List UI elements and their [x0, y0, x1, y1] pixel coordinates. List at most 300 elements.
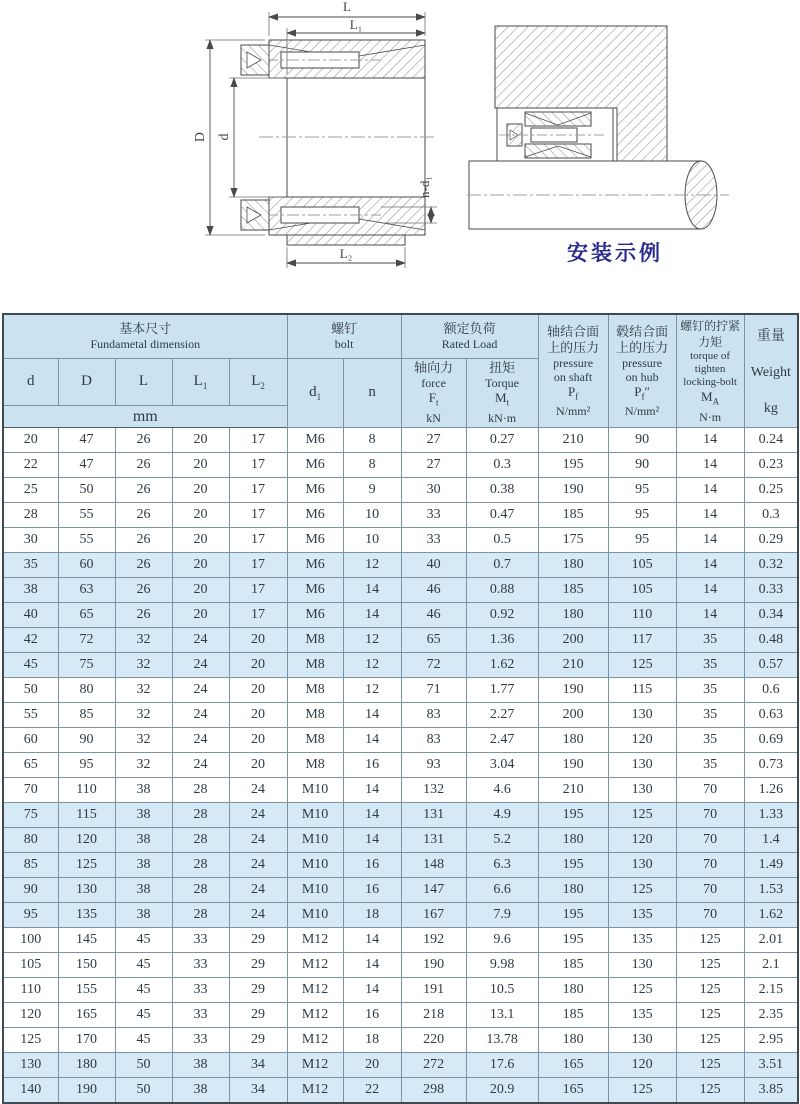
- table-body: [3, 428, 798, 1103]
- cell-L: 50: [115, 1078, 172, 1103]
- cell-d: 28: [3, 503, 58, 528]
- cell-p_shaft: 195: [538, 853, 608, 878]
- cell-ma: 70: [676, 778, 744, 803]
- cell-L2: 17: [229, 428, 287, 453]
- cell-n: 16: [343, 878, 401, 903]
- cell-D: 110: [58, 778, 115, 803]
- cell-force: 191: [401, 978, 466, 1003]
- cell-p_hub: 125: [608, 878, 676, 903]
- cell-n: 12: [343, 553, 401, 578]
- cell-d1: M12: [287, 953, 343, 978]
- cell-L: 32: [115, 728, 172, 753]
- cell-L1: 20: [172, 578, 229, 603]
- cell-d: 20: [3, 428, 58, 453]
- cell-p_hub: 95: [608, 503, 676, 528]
- cell-d: 65: [3, 753, 58, 778]
- cell-L2: 20: [229, 703, 287, 728]
- table-row: [3, 778, 798, 803]
- cell-n: 10: [343, 503, 401, 528]
- cell-ma: 125: [676, 1003, 744, 1028]
- cell-d: 25: [3, 478, 58, 503]
- cell-L: 26: [115, 478, 172, 503]
- cell-p_shaft: 210: [538, 778, 608, 803]
- table-row: [3, 903, 798, 928]
- cell-weight: 0.69: [744, 728, 798, 753]
- cell-d: 38: [3, 578, 58, 603]
- header-basic-cn: 基本尺寸: [119, 321, 172, 337]
- cell-ma: 70: [676, 803, 744, 828]
- cell-torque: 10.5: [466, 978, 538, 1003]
- cell-force: 40: [401, 553, 466, 578]
- cell-L1: 24: [172, 728, 229, 753]
- cell-torque: 0.3: [466, 453, 538, 478]
- cell-p_hub: 130: [608, 778, 676, 803]
- cell-d: 75: [3, 803, 58, 828]
- cell-D: 60: [58, 553, 115, 578]
- cell-L1: 20: [172, 553, 229, 578]
- cell-weight: 0.48: [744, 628, 798, 653]
- force-symbol: $F_t$: [428, 390, 439, 409]
- table-row: [3, 1003, 798, 1028]
- table-row: [3, 728, 798, 753]
- cell-D: 145: [58, 928, 115, 953]
- cell-d1: M12: [287, 1003, 343, 1028]
- cell-weight: 1.49: [744, 853, 798, 878]
- cell-d1: M12: [287, 1053, 343, 1078]
- cell-d: 140: [3, 1078, 58, 1103]
- cell-L2: 20: [229, 728, 287, 753]
- cell-L1: 24: [172, 653, 229, 678]
- cell-D: 155: [58, 978, 115, 1003]
- cell-n: 14: [343, 928, 401, 953]
- cell-weight: 3.51: [744, 1053, 798, 1078]
- cell-force: 132: [401, 778, 466, 803]
- table-row: [3, 803, 798, 828]
- cell-n: 12: [343, 628, 401, 653]
- cell-weight: 1.26: [744, 778, 798, 803]
- cell-weight: 2.1: [744, 953, 798, 978]
- cell-ma: 14: [676, 578, 744, 603]
- cell-d: 125: [3, 1028, 58, 1053]
- cell-n: 20: [343, 1053, 401, 1078]
- cell-L1: 28: [172, 778, 229, 803]
- cell-ma: 125: [676, 978, 744, 1003]
- table-row: [3, 478, 798, 503]
- cell-p_shaft: 200: [538, 703, 608, 728]
- cell-p_hub: 110: [608, 603, 676, 628]
- cell-L: 32: [115, 703, 172, 728]
- cell-L1: 20: [172, 478, 229, 503]
- force-en: force: [421, 376, 446, 391]
- cell-torque: 1.36: [466, 628, 538, 653]
- cell-d1: M10: [287, 878, 343, 903]
- cell-p_hub: 135: [608, 903, 676, 928]
- cell-d: 50: [3, 678, 58, 703]
- cell-weight: 0.23: [744, 453, 798, 478]
- cell-p_shaft: 185: [538, 578, 608, 603]
- cell-L: 45: [115, 928, 172, 953]
- force-unit: kN: [426, 411, 441, 426]
- ma-symbol: $M_A$: [701, 389, 720, 407]
- cell-L2: 29: [229, 953, 287, 978]
- cell-p_shaft: 200: [538, 628, 608, 653]
- cell-p_hub: 130: [608, 703, 676, 728]
- cell-p_hub: 95: [608, 528, 676, 553]
- cell-force: 72: [401, 653, 466, 678]
- cell-n: 8: [343, 428, 401, 453]
- cell-torque: 0.92: [466, 603, 538, 628]
- cell-d: 130: [3, 1053, 58, 1078]
- table-row: [3, 528, 798, 553]
- cell-L2: 24: [229, 878, 287, 903]
- ma-unit: N·m: [699, 409, 722, 424]
- cell-d: 105: [3, 953, 58, 978]
- cell-L1: 38: [172, 1053, 229, 1078]
- cell-D: 150: [58, 953, 115, 978]
- cell-D: 135: [58, 903, 115, 928]
- cell-d1: M8: [287, 728, 343, 753]
- locking-assembly-section-drawing: [183, 0, 441, 273]
- cell-p_hub: 115: [608, 678, 676, 703]
- cell-ma: 14: [676, 503, 744, 528]
- cell-ma: 35: [676, 728, 744, 753]
- cell-L2: 20: [229, 753, 287, 778]
- cell-L: 26: [115, 453, 172, 478]
- cell-D: 170: [58, 1028, 115, 1053]
- weight-cn: 重量: [756, 329, 785, 344]
- cell-force: 46: [401, 603, 466, 628]
- cell-weight: 0.73: [744, 753, 798, 778]
- cell-n: 16: [343, 753, 401, 778]
- cell-d: 95: [3, 903, 58, 928]
- cell-L1: 24: [172, 753, 229, 778]
- cell-L2: 29: [229, 1003, 287, 1028]
- cell-p_hub: 130: [608, 1028, 676, 1053]
- cell-weight: 2.01: [744, 928, 798, 953]
- cell-n: 14: [343, 603, 401, 628]
- cell-force: 272: [401, 1053, 466, 1078]
- cell-L: 26: [115, 553, 172, 578]
- cell-p_hub: 120: [608, 728, 676, 753]
- cell-n: 9: [343, 478, 401, 503]
- ma-en3: locking-bolt: [683, 376, 737, 389]
- cell-D: 165: [58, 1003, 115, 1028]
- cell-torque: 9.6: [466, 928, 538, 953]
- cell-d1: M6: [287, 528, 343, 553]
- cell-L: 45: [115, 1003, 172, 1028]
- cell-p_shaft: 210: [538, 428, 608, 453]
- cell-n: 14: [343, 728, 401, 753]
- table-row: [3, 553, 798, 578]
- cell-ma: 35: [676, 628, 744, 653]
- cell-d1: M6: [287, 603, 343, 628]
- cell-n: 14: [343, 703, 401, 728]
- p-hub-symbol: $P_f''$: [634, 383, 650, 402]
- cell-D: 50: [58, 478, 115, 503]
- cell-L: 32: [115, 653, 172, 678]
- cell-torque: 0.88: [466, 578, 538, 603]
- cell-d: 110: [3, 978, 58, 1003]
- cell-L1: 20: [172, 428, 229, 453]
- dim-label-L: L: [343, 0, 351, 14]
- cell-p_shaft: 185: [538, 1003, 608, 1028]
- table-row: [3, 828, 798, 853]
- cell-n: 16: [343, 1003, 401, 1028]
- cell-weight: 0.24: [744, 428, 798, 453]
- cell-ma: 14: [676, 428, 744, 453]
- force-cn: 轴向力: [414, 360, 454, 376]
- cell-p_shaft: 180: [538, 878, 608, 903]
- cell-L2: 24: [229, 828, 287, 853]
- cell-D: 47: [58, 428, 115, 453]
- cell-force: 131: [401, 828, 466, 853]
- cell-n: 14: [343, 828, 401, 853]
- cell-ma: 35: [676, 678, 744, 703]
- cell-force: 33: [401, 503, 466, 528]
- cell-torque: 1.77: [466, 678, 538, 703]
- p-hub-cn1: 毂结合面: [616, 323, 669, 339]
- cell-L2: 24: [229, 803, 287, 828]
- cell-p_hub: 135: [608, 928, 676, 953]
- cell-D: 85: [58, 703, 115, 728]
- cell-D: 65: [58, 603, 115, 628]
- cell-L: 26: [115, 603, 172, 628]
- cell-D: 75: [58, 653, 115, 678]
- weight-unit: kg: [763, 401, 778, 416]
- cell-torque: 7.9: [466, 903, 538, 928]
- cell-p_shaft: 195: [538, 928, 608, 953]
- cell-L2: 29: [229, 928, 287, 953]
- cell-D: 190: [58, 1078, 115, 1103]
- cell-L1: 28: [172, 903, 229, 928]
- p-shaft-unit: N/mm²: [555, 404, 591, 419]
- cell-D: 72: [58, 628, 115, 653]
- cell-d: 35: [3, 553, 58, 578]
- cell-force: 71: [401, 678, 466, 703]
- cell-d1: M12: [287, 928, 343, 953]
- cell-ma: 70: [676, 878, 744, 903]
- cell-p_hub: 90: [608, 428, 676, 453]
- cell-d: 60: [3, 728, 58, 753]
- cell-L2: 34: [229, 1053, 287, 1078]
- cell-D: 95: [58, 753, 115, 778]
- cell-L2: 17: [229, 578, 287, 603]
- cell-n: 14: [343, 778, 401, 803]
- cell-n: 14: [343, 953, 401, 978]
- table-row: [3, 678, 798, 703]
- cell-force: 83: [401, 728, 466, 753]
- p-hub-en2: on hub: [625, 369, 659, 384]
- cell-L: 45: [115, 953, 172, 978]
- ma-cn1: 螺钉的拧紧: [680, 319, 741, 334]
- cell-weight: 2.15: [744, 978, 798, 1003]
- cell-torque: 17.6: [466, 1053, 538, 1078]
- cell-L: 38: [115, 878, 172, 903]
- cell-ma: 35: [676, 703, 744, 728]
- cell-p_shaft: 190: [538, 478, 608, 503]
- cell-p_shaft: 195: [538, 453, 608, 478]
- cell-weight: 0.32: [744, 553, 798, 578]
- cell-force: 46: [401, 578, 466, 603]
- cell-force: 147: [401, 878, 466, 903]
- cell-ma: 14: [676, 553, 744, 578]
- table-row: [3, 953, 798, 978]
- cell-p_shaft: 180: [538, 728, 608, 753]
- cell-L1: 24: [172, 628, 229, 653]
- unit-mm: mm: [3, 406, 287, 428]
- torque-cn: 扭矩: [489, 360, 516, 376]
- cell-L2: 24: [229, 853, 287, 878]
- cell-p_shaft: 180: [538, 828, 608, 853]
- cell-force: 190: [401, 953, 466, 978]
- cell-L1: 28: [172, 853, 229, 878]
- spec-table: [2, 313, 799, 1104]
- cell-ma: 125: [676, 1053, 744, 1078]
- cell-L1: 24: [172, 678, 229, 703]
- cell-d1: M12: [287, 978, 343, 1003]
- cell-torque: 1.62: [466, 653, 538, 678]
- cell-d1: M8: [287, 678, 343, 703]
- cell-p_shaft: 190: [538, 678, 608, 703]
- cell-L: 26: [115, 578, 172, 603]
- col-D: D: [58, 358, 115, 406]
- cell-force: 93: [401, 753, 466, 778]
- cell-d1: M8: [287, 653, 343, 678]
- col-torque: [466, 358, 538, 428]
- weight-en: Weight: [750, 365, 791, 380]
- cell-p_shaft: 180: [538, 1028, 608, 1053]
- cell-force: 131: [401, 803, 466, 828]
- cell-ma: 125: [676, 928, 744, 953]
- cell-weight: 0.34: [744, 603, 798, 628]
- header-weight: [744, 314, 798, 428]
- cell-d1: M12: [287, 1028, 343, 1053]
- header-bolt-en: bolt: [334, 337, 354, 352]
- cell-d: 30: [3, 528, 58, 553]
- cell-L1: 20: [172, 503, 229, 528]
- cell-ma: 70: [676, 853, 744, 878]
- cell-d1: M10: [287, 828, 343, 853]
- cell-p_shaft: 195: [538, 903, 608, 928]
- cell-D: 80: [58, 678, 115, 703]
- cell-L2: 29: [229, 1028, 287, 1053]
- cell-ma: 35: [676, 653, 744, 678]
- cell-d: 42: [3, 628, 58, 653]
- cell-weight: 2.35: [744, 1003, 798, 1028]
- p-hub-en1: pressure: [622, 355, 663, 370]
- cell-torque: 6.3: [466, 853, 538, 878]
- table-row: [3, 753, 798, 778]
- cell-n: 14: [343, 978, 401, 1003]
- table-row: [3, 628, 798, 653]
- cell-D: 125: [58, 853, 115, 878]
- cell-p_shaft: 165: [538, 1078, 608, 1103]
- table-row: [3, 978, 798, 1003]
- cell-d: 70: [3, 778, 58, 803]
- table-row: [3, 1053, 798, 1078]
- cell-L1: 20: [172, 453, 229, 478]
- cell-d: 45: [3, 653, 58, 678]
- cell-d: 85: [3, 853, 58, 878]
- cell-n: 16: [343, 853, 401, 878]
- cell-n: 18: [343, 903, 401, 928]
- col-L2: $L_2$: [229, 358, 287, 406]
- cell-L1: 28: [172, 878, 229, 903]
- cell-p_hub: 125: [608, 803, 676, 828]
- cell-L: 38: [115, 903, 172, 928]
- cell-torque: 2.47: [466, 728, 538, 753]
- dim-label-n-d1: n-d₁: [417, 176, 432, 198]
- cell-L: 32: [115, 628, 172, 653]
- cell-L: 26: [115, 428, 172, 453]
- header-load-en: Rated Load: [441, 337, 498, 352]
- col-d: d: [3, 358, 58, 406]
- cell-p_shaft: 180: [538, 553, 608, 578]
- cell-weight: 3.85: [744, 1078, 798, 1103]
- cell-d1: M6: [287, 478, 343, 503]
- cell-L2: 24: [229, 778, 287, 803]
- cell-p_shaft: 190: [538, 753, 608, 778]
- cell-p_shaft: 180: [538, 978, 608, 1003]
- header-basic-en: Fundametal dimension: [90, 337, 201, 352]
- cell-L: 38: [115, 803, 172, 828]
- cell-torque: 0.47: [466, 503, 538, 528]
- cell-n: 12: [343, 653, 401, 678]
- cell-D: 130: [58, 878, 115, 903]
- cell-d: 55: [3, 703, 58, 728]
- table-row: [3, 578, 798, 603]
- cell-L2: 17: [229, 528, 287, 553]
- cell-p_hub: 130: [608, 853, 676, 878]
- cell-torque: 3.04: [466, 753, 538, 778]
- p-hub-unit: N/mm²: [624, 404, 660, 419]
- cell-force: 298: [401, 1078, 466, 1103]
- cell-L: 45: [115, 978, 172, 1003]
- cell-p_hub: 117: [608, 628, 676, 653]
- cell-p_hub: 105: [608, 553, 676, 578]
- col-axial-force: [401, 358, 466, 428]
- cell-d: 100: [3, 928, 58, 953]
- col-n: n: [343, 358, 401, 428]
- table-row: [3, 853, 798, 878]
- torque-symbol: $M_t$: [495, 390, 510, 409]
- cell-ma: 14: [676, 453, 744, 478]
- cell-p_shaft: 195: [538, 803, 608, 828]
- cell-D: 120: [58, 828, 115, 853]
- cell-torque: 13.1: [466, 1003, 538, 1028]
- cell-L: 50: [115, 1053, 172, 1078]
- header-tighten-torque: [676, 314, 744, 428]
- cell-L2: 17: [229, 603, 287, 628]
- cell-torque: 6.6: [466, 878, 538, 903]
- cell-d1: M12: [287, 1078, 343, 1103]
- cell-p_hub: 125: [608, 1078, 676, 1103]
- cell-weight: 0.63: [744, 703, 798, 728]
- cell-ma: 14: [676, 478, 744, 503]
- cell-L2: 20: [229, 678, 287, 703]
- cell-force: 33: [401, 528, 466, 553]
- cell-torque: 0.5: [466, 528, 538, 553]
- cell-n: 12: [343, 678, 401, 703]
- header-load-cn: 额定负荷: [443, 321, 496, 337]
- header-pressure-on-shaft: [538, 314, 608, 428]
- cell-L1: 28: [172, 828, 229, 853]
- cell-n: 10: [343, 528, 401, 553]
- cell-L1: 33: [172, 1003, 229, 1028]
- table-row: [3, 503, 798, 528]
- cell-p_hub: 95: [608, 478, 676, 503]
- cell-p_shaft: 180: [538, 603, 608, 628]
